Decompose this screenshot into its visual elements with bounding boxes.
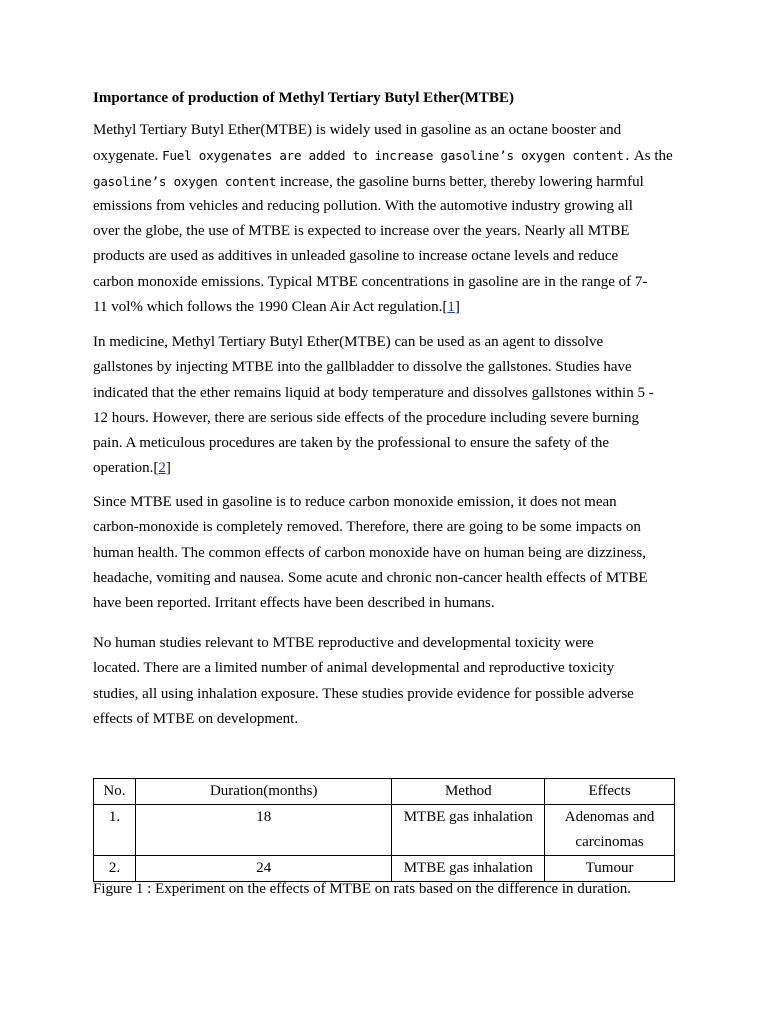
text-line bbox=[93, 169, 678, 194]
text-line: indicated that the ether remains liquid at body temperature and dissolves gallstones within 5 - bbox=[93, 384, 654, 401]
cell-duration: 18 bbox=[135, 805, 392, 856]
text-line: pain. A meticulous procedures are taken by the professional to ensure the safety of the bbox=[93, 435, 610, 452]
text-line: Since MTBE used in gasoline is to reduce carbon monoxide emission, it does not mean bbox=[93, 494, 617, 510]
cell-effects-line: carcinomas bbox=[575, 834, 644, 850]
text-line: In medicine, Methyl Tertiary Butyl Ether(MTBE) can be used as an agent to dissolve bbox=[93, 334, 604, 350]
text-segment: operation.[ bbox=[93, 460, 159, 477]
cell-method: MTBE gas inhalation bbox=[392, 856, 545, 882]
text-line bbox=[93, 295, 678, 320]
reference-link-2[interactable]: 2 bbox=[158, 460, 166, 477]
table-header-row bbox=[94, 779, 675, 805]
text-segment: increase, the gasoline burns better, thereby lowering harmful bbox=[276, 173, 644, 190]
text-line: human health. The common effects of carbon monoxide have on human being are dizziness, bbox=[93, 544, 647, 561]
text-line: emissions from vehicles and reducing pollution. With the automotive industry growing all bbox=[93, 197, 633, 214]
text-segment: As the bbox=[630, 148, 673, 165]
table-row bbox=[94, 856, 675, 882]
cell-no: 2. bbox=[94, 856, 136, 882]
document-heading: Importance of production of Methyl Tertiary Butyl Ether(MTBE) bbox=[93, 90, 514, 106]
experiment-table bbox=[93, 778, 675, 882]
text-segment: ] bbox=[454, 299, 460, 316]
text-segment: ] bbox=[165, 460, 171, 477]
text-line: studies, all using inhalation exposure. These studies provide evidence for possible adverse bbox=[93, 685, 634, 702]
text-line: 12 hours. However, there are serious side effects of the procedure including severe burning bbox=[93, 409, 640, 426]
text-segment-mono: Fuel oxygenates are added to increase gasoline’s oxygen content. bbox=[162, 148, 631, 164]
paragraph-gasoline bbox=[93, 118, 678, 320]
paragraph-health-effects bbox=[93, 490, 678, 616]
cell-no: 1. bbox=[94, 805, 136, 856]
paragraph-toxicity bbox=[93, 631, 678, 732]
cell-effects: Tumour bbox=[545, 856, 675, 882]
cell-effects bbox=[545, 805, 675, 856]
text-line: carbon monoxide emissions. Typical MTBE concentrations in gasoline are in the range of 7- bbox=[93, 273, 648, 290]
cell-effects-line: Adenomas and bbox=[564, 809, 655, 825]
text-line: effects of MTBE on development. bbox=[93, 710, 299, 727]
text-line: Methyl Tertiary Butyl Ether(MTBE) is widely used in gasoline as an octane booster and bbox=[93, 122, 622, 138]
figure-caption: Figure 1 : Experiment on the effects of MTBE on rats based on the difference in duration. bbox=[93, 881, 632, 897]
text-line: headache, vomiting and nausea. Some acute and chronic non-cancer health effects of MTBE bbox=[93, 569, 648, 586]
table-header-duration: Duration(months) bbox=[135, 779, 392, 805]
text-line: over the globe, the use of MTBE is expected to increase over the years. Nearly all MTBE bbox=[93, 223, 630, 240]
text-line: products are used as additives in unleaded gasoline to increase octane levels and reduce bbox=[93, 248, 619, 265]
table-header-no: No. bbox=[94, 779, 136, 805]
paragraph-medicine bbox=[93, 330, 678, 482]
table-header-effects: Effects bbox=[545, 779, 675, 805]
text-line bbox=[93, 456, 678, 481]
text-segment-mono: gasoline’s oxygen content bbox=[93, 173, 277, 189]
text-line: No human studies relevant to MTBE reproductive and developmental toxicity were bbox=[93, 635, 594, 651]
table-row bbox=[94, 805, 675, 856]
text-line: have been reported. Irritant effects have been described in humans. bbox=[93, 595, 495, 612]
table-header-method: Method bbox=[392, 779, 545, 805]
cell-method: MTBE gas inhalation bbox=[392, 805, 545, 856]
text-line bbox=[93, 143, 678, 168]
cell-duration: 24 bbox=[135, 856, 392, 882]
reference-link-1[interactable]: 1 bbox=[447, 299, 455, 316]
text-line: gallstones by injecting MTBE into the gallbladder to dissolve the gallstones. Studies have bbox=[93, 359, 632, 376]
text-line: carbon-monoxide is completely removed. Therefore, there are going to be some impacts on bbox=[93, 519, 641, 536]
text-segment: oxygenate. bbox=[93, 148, 163, 165]
text-line: located. There are a limited number of animal developmental and reproductive toxicity bbox=[93, 660, 615, 677]
text-segment: 11 vol% which follows the 1990 Clean Air Act regulation.[ bbox=[93, 299, 448, 316]
